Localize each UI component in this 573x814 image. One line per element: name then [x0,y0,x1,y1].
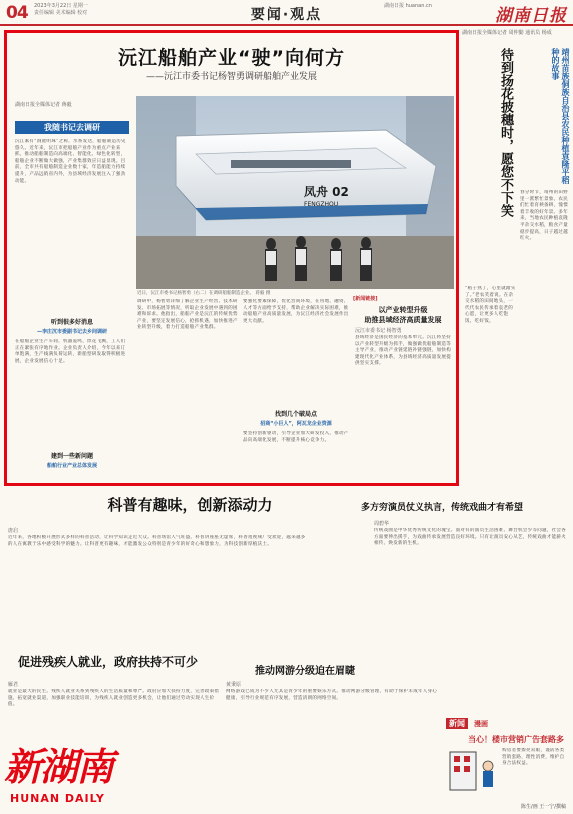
author-4: 黄秉原 [226,682,242,688]
right-column-text-2: “稻子熟了，心里就踏实了。”老农笑着说。在杂交水稻的田间地头，一代代农民传承着袁老的心愿，让更多人吃饱饭、吃好饭。 [465,286,516,324]
watermark-cn: 新湖南 [4,745,113,789]
lead-text-col3b: 要坚持创新驱动，引导企业加大研发投入，推动产品向高端化发展，不断提升核心竞争力。 [243,431,349,443]
photo-caption-text: 近日，沅江市委书记杨智勇（右二）在调研船舶制造企业。 [137,291,254,296]
right-column-head: 湖南日报全媒体记者 周仲勤 通讯员 杨成 [462,30,552,36]
brief-label: [新闻链接] [353,296,378,302]
subhead-2: 找到几个破局点 [274,411,317,418]
cartoon-title: 当心！楼市营销广告套路多 [468,735,564,744]
lead-byline: 湖南日报全媒体记者 蒋毅 [15,102,72,108]
subhead-1: 听到很多好消息 [50,319,93,326]
date-line: 2023年3月22日 星期一 [34,3,88,9]
lead-subtitle: ——沅江市委书记杨智勇调研船舶产业发展 [145,72,317,82]
right-column-subtitle: 靖州苗族侗族自治县农民种植袁隆平稻种的故事 [551,48,570,184]
photo-credit: 蒋毅 摄 [255,291,271,296]
watermark-en: HUNAN DAILY [10,792,105,805]
page-number: 04 [6,3,28,23]
lower-title-center: 促进残疾人就业，政府扶持不可少 [17,655,198,669]
lead-article [4,30,459,486]
lower-text-right: 传统戏曲是中华优秀传统文化的瑰宝。面对有的演员生活困难、舞台机会少等问题，社会各方面要伸出援手，为戏曲传承发展营造良好环境。只有让演员安心从艺，传统戏曲才能薪火相传、焕发新的生机。 [374,528,566,547]
author-3: 雁君 [8,682,19,688]
subhead-3b: 船舶行业产业总体发展 [46,463,97,469]
lower-text-center: 就业是最大的民生。残疾人就业关系到残疾人的生活质量和尊严。政府应加大扶持力度，完善政策措施，拓宽就业渠道，加强职业技能培训，为残疾人就业创造更多机会，让他们通过劳动实现人生价值。 [8,689,220,708]
lower-text-left: 近年来，各地积极开展形式多样的科普活动，让科学知识走近大众。科普场馆人气旺盛，科普讲座座无虚席，科普短视频广受欢迎，越来越多的人在寓教于乐中感受科学的魅力。让科普更有趣味，才能激发公众特别是青少年的好奇心和想象力，为科技创新厚植沃土。 [8,535,306,547]
subhead-2b: 招商“小巨人”，阿瓦龙企业资源 [260,421,332,427]
lead-title: 沅江船舶产业“驶”向何方 [118,47,345,69]
brief-author: 沅江市委书记 杨智勇 [355,328,402,334]
editor-line: 责任编辑 美术编辑 校对 [34,10,88,16]
subhead-3: 建到一些新问题 [50,453,93,460]
cartoon-tag-2: 漫画 [474,720,488,728]
cartoon-tag: 新闻 [446,718,468,729]
section-title: 要闻·观点 [250,7,323,23]
ship-name-label: 凤舟 02 [304,185,349,199]
lead-text-col2: 调研中，杨智勇详细了解企业生产经营、技术研发、市场拓展等情况，听取企业发展中遇到的困难和诉求。他指出，船舶产业是沅江的传统优势产业，要坚定发展信心，抢抓机遇，加快推进产业转型升级，着力打造船舶产业集群。 [137,299,238,331]
page-header [0,0,573,26]
brief-title-2: 助推县域经济高质量发展 [364,316,442,324]
right-column-title: 待到扬花披穗时，愿您不下笑 [498,48,513,217]
ship-photo-illustration [136,96,454,289]
cartoon-illustration [446,746,498,794]
right-column-text: 春分时节，靖州的田野里一派繁忙景象。农民们忙着育秧备耕，憧憬着丰收的好年景。多年来，当地农民种植袁隆平杂交水稻，粮食产量稳步提高，日子越过越红火。 [520,190,568,242]
ship-name-en-label: FENGZHOU [304,201,339,208]
lower-title-left: 科普有趣味，创新添动力 [107,496,273,514]
photo-caption [137,290,453,296]
right-column-article [462,30,570,484]
lower-title-mid2: 推动网游分级迫在眉睫 [255,666,355,677]
cartoon-box [444,716,570,812]
masthead-logo: 湖南日报 [495,6,567,26]
author-2: 周碧华 [374,521,390,527]
lower-title-right: 多方穷演员仗义执言，传统戏曲才有希望 [360,503,523,513]
cartoon-text: 购房者要擦亮双眼，谨防各类营销套路，理性消费，维护自身合法权益。 [502,748,565,767]
lead-text-col3: 要强化要素保障，优化营商环境，在用地、融资、人才等方面给予支持，帮助企业解决实际困难，推动船舶产业高质量发展，为沅江经济社会发展作出更大贡献。 [243,299,349,324]
subhead-1b: —李庄沉市委副书记去乡间调研 [36,329,107,335]
cartoon-credit: 陈生/画 王一宁/撰稿 [521,804,566,810]
column-bar: 我随书记去调研 [15,121,129,134]
lower-text-mid2: 网络游戏已成为不少人尤其是青少年的重要娱乐方式。推动网游分级管理，有助于保护未成年人身心健康，引导行业规范有序发展，营造清朗的网络空间。 [226,689,438,701]
brief-text: 县域经济是国民经济的基本单元。沅江将坚持以产业转型升级为抓手，做强做优船舶制造等主导产业，推动产业链延链补链强链，加快构建现代化产业体系，为县域经济高质量发展提供坚实支撑。 [355,335,451,367]
header-info: 湖南日报 huanan.cn [384,3,432,9]
brief-title: 以产业转型升级 [378,306,428,314]
lead-photo [136,96,454,289]
lead-text-col1: 沅江素有“洞庭明珠”之称，水系发达，船舶制造历史悠久。近年来，沅江市把船舶产业作为重点产业来抓，推动船舶制造向高端化、智能化、绿色化转型，船舶企业不断做大做强，产业集群效应日益显现。目前，全市共有船舶制造企业数十家，年造船能力持续提升，产品远销省内外，为县域经济发展注入了强劲动能。 [15,139,126,184]
author-1: 唐启 [8,528,19,534]
lead-text-col1b: 在船舶企业生产车间，机器轰鸣，焊花飞溅，工人们正在紧张有序地作业。企业负责人介绍，今年以来订单饱满，生产线满负荷运转，新船型研发取得积极进展，企业发展信心十足。 [15,339,126,364]
